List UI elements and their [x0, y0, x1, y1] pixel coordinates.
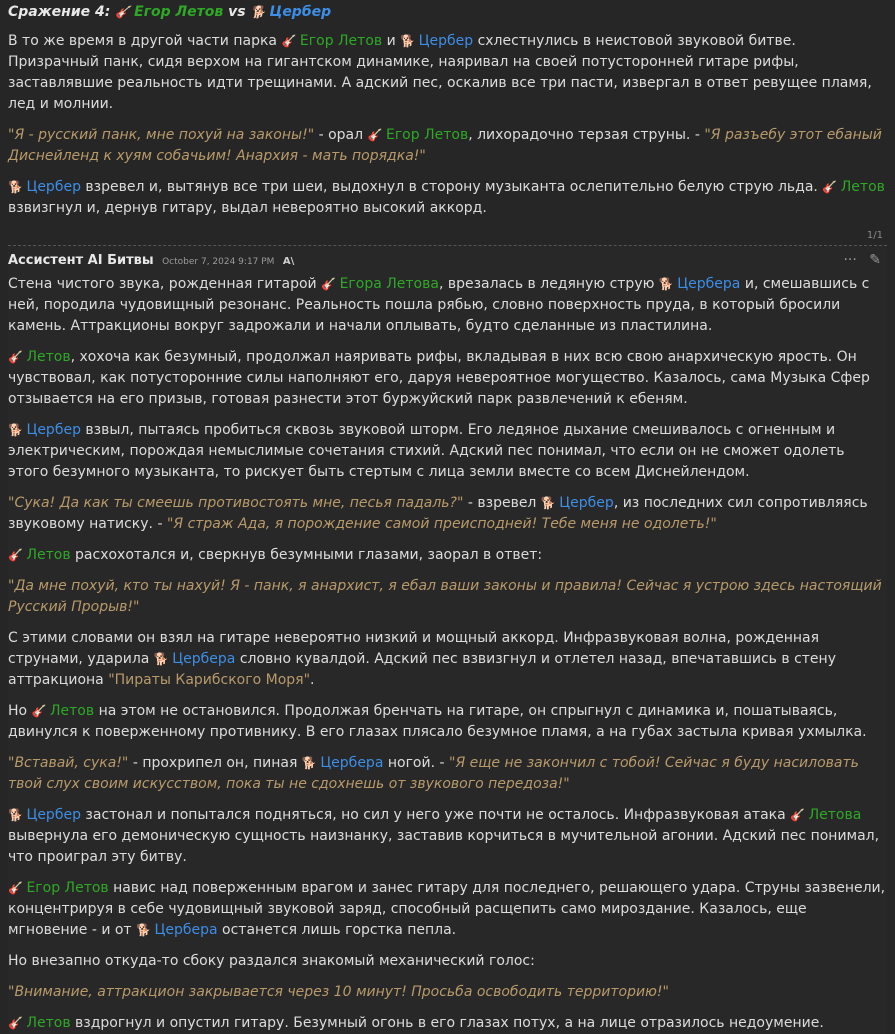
paragraph: "Да мне похуй, кто ты нахуй! Я - панк, я анархист, я ебал ваши законы и правила! Сейчас я устрою здесь настоящий Русский Прорыв!": [8, 578, 882, 615]
paragraph: В то же время в другой части парка 🎸 Егор Летов и 🐕 Цербер схлестнулись в неистовой звуковой битве. Призрачный панк, сидя верхом на гигантском динамике, наяривал на своей потусторонней гитаре рифы, заставлявшие реальность идти трещинами. А адский пес, оскалив все три пасти, извергал в ответ ревущее пламя, лед и молнии.: [8, 33, 872, 112]
guitar-icon: 🎸: [8, 881, 23, 895]
paragraph: "Сука! Да как ты смеешь противостоять мне, песья падаль?" - взревел 🐕 Цербер, из последних сил сопротивляясь звуковому натиску. - "Я страж Ада, я порождение самой преисподней! Тебе меня не одолеть!": [8, 495, 868, 532]
dog-icon: 🐕: [540, 496, 556, 510]
dog-icon: 🐕: [658, 277, 674, 291]
paragraph: Стена чистого звука, рожденная гитарой 🎸 Егора Летова, врезалась в ледяную струю 🐕 Цербера и, смешавшись с ней, породила чудовищный резонанс. Реальность пошла рябью, словно поверхность пруда, в который бросили камень. Аттракционы вокруг задрожали и начали оплывать, будто сделанные из пластилина.: [8, 276, 870, 334]
battle-heading: Сражение 4: 🎸 Егор Летов vs 🐕 Цербер: [8, 1, 887, 23]
paragraph: 🐕 Цербер взвыл, пытаясь пробиться сквозь звуковой шторм. Его ледяное дыхание смешивалось с огненным и электрическим, порождая немыслимые сочетания стихий. Адский пес понимал, что если он не сможет одолеть этого безумного музыканта, то рискует быть стертым с лица земли вместе со всем Диснейлендом.: [8, 422, 845, 480]
dog-icon: 🐕: [136, 923, 151, 937]
edit-icon[interactable]: ✎: [869, 252, 881, 268]
paragraph: 🎸 Летов, хохоча как безумный, продолжал наяривать рифы, вкладывая в них всю свою анархическую ярость. Он чувствовал, как потусторонние силы наполняют его, даруя невероятное могущество. Казалось, сама Музыка Сфер отзывается на его призыв, готовая разнести этот буржуйский парк развлечений к ебеням.: [8, 349, 870, 407]
pager[interactable]: 1/1: [866, 230, 883, 241]
paragraph: Но 🎸 Летов на этом не остановился. Продолжая бренчать на гитаре, он спрыгнул с динамика и, пошатываясь, двинулся к поверженному противнику. В его глазах плясало безумное пламя, а на губах застыла кривая ухмылка.: [8, 703, 867, 740]
message-2: [8, 246, 887, 1034]
guitar-icon: 🎸: [367, 128, 383, 142]
message-header: [8, 246, 887, 274]
paragraph: 🐕 Цербер взревел и, вытянув все три шеи, выдохнул в сторону музыканта ослепительно белую струю льда. 🎸 Летов взвизгнул и, дернув гитару, выдал невероятно высокий аккорд.: [8, 179, 885, 216]
dog-icon: 🐕: [400, 34, 416, 48]
dog-icon: 🐕: [250, 5, 266, 19]
character-letov: Егор Летов: [134, 4, 224, 20]
guitar-icon: 🎸: [281, 34, 297, 48]
paragraph: "Вставай, сука!" - прохрипел он, пиная 🐕 Цербера ногой. - "Я еще не закончил с тобой! Сейчас я буду насиловать твой слух своим искусством, пока ты не сдохнешь от звукового передоза!": [8, 755, 859, 792]
guitar-icon: 🎸: [822, 180, 838, 194]
paragraph: 🎸 Летов вздрогнул и опустил гитару. Безумный огонь в его глазах потух, а на лице отразилось недоумение.: [8, 1013, 887, 1034]
character-cerberus: Цербер: [269, 4, 332, 20]
guitar-icon: 🎸: [8, 350, 23, 364]
paragraph: "Внимание, аттракцион закрывается через 10 минут! Просьба освободить территорию!": [8, 984, 669, 1000]
paragraph: 🎸 Летов расхохотался и, сверкнув безумными глазами, заорал в ответ:: [8, 545, 887, 566]
paragraph: 🐕 Цербер застонал и попытался подняться, но сил у него уже почти не осталось. Инфразвуковая атака 🎸 Летова вывернула его демоническую сущность наизнанку, заставив корчиться в мучительной агонии. Адский пес понимал, что проиграл эту битву.: [8, 807, 880, 865]
paragraph: "Я - русский панк, мне похуй на законы!" - орал 🎸 Егор Летов, лихорадочно терзая струны. - "Я разъебу этот ебаный Диснейленд к хуям собачьим! Анархия - мать порядка!": [8, 127, 882, 164]
guitar-icon: 🎸: [8, 1016, 23, 1030]
timestamp: October 7, 2024 9:17 PM: [162, 257, 275, 267]
guitar-icon: 🎸: [31, 704, 47, 718]
dog-icon: 🐕: [301, 756, 317, 770]
message-1: [8, 0, 887, 243]
author-name[interactable]: Ассистент AI Битвы: [8, 253, 154, 268]
paragraph: 🎸 Егор Летов навис над поверженным врагом и занес гитару для последнего, решающего удара. Струны зазвенели, концентрируя в себе чудовищный звуковой заряд, способный расщепить само мироздание. Казалось, еще мгновение - и от 🐕 Цербера останется лишь горстка пепла.: [8, 878, 887, 941]
guitar-icon: 🎸: [790, 808, 806, 822]
paragraph: С этими словами он взял на гитаре невероятно низкий и мощный аккорд. Инфразвуковая волна, рожденная струнами, ударила 🐕 Цербера словно кувалдой. Адский пес взвизгнул и отлетел назад, впечатавшись в стену аттракциона "Пираты Карибского Моря".: [8, 630, 836, 688]
dog-icon: 🐕: [8, 180, 23, 194]
dog-icon: 🐕: [8, 808, 23, 822]
dog-icon: 🐕: [153, 652, 169, 666]
ai-badge: A\: [282, 256, 295, 267]
guitar-icon: 🎸: [115, 5, 131, 19]
guitar-icon: 🎸: [8, 548, 23, 562]
paragraph: Но внезапно откуда-то сбоку раздался знакомый механический голос:: [8, 953, 535, 969]
more-icon[interactable]: ···: [843, 252, 857, 268]
guitar-icon: 🎸: [321, 277, 337, 291]
dog-icon: 🐕: [8, 423, 23, 437]
